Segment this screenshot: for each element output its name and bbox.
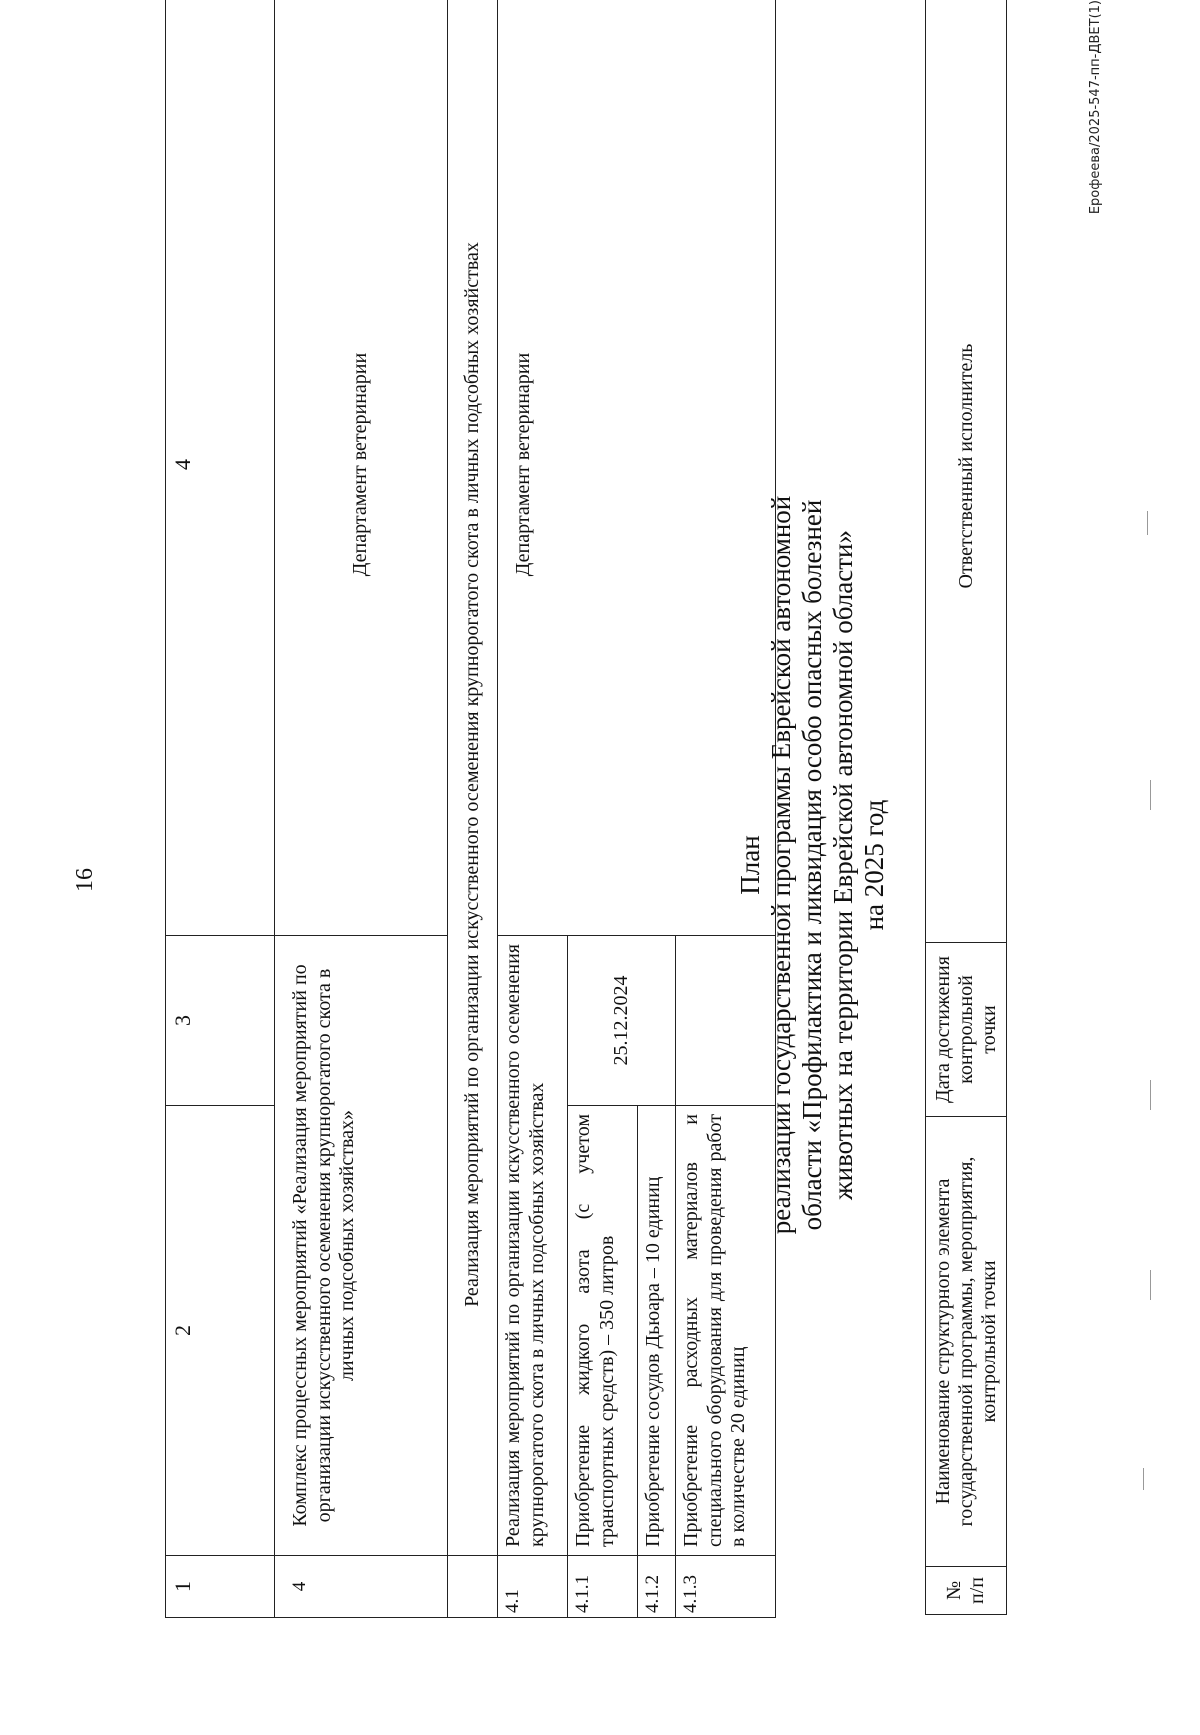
plan-header-row <box>926 0 1007 1615</box>
row-4-1-name: Реализация мероприятий по организации искусственного осеменения крупнорогатого скота в личных подсобных хозяйствах <box>498 936 568 1556</box>
scan-artifact <box>1150 1270 1151 1300</box>
header-col-1: 1 <box>166 1556 275 1618</box>
plan-table <box>925 0 1007 1615</box>
plan-title-line-3: области «Профилактика и ликвидация особо опасных болезней <box>797 499 827 1231</box>
plan-title-line-4: животных на территории Еврейской автономной области» <box>828 530 858 1200</box>
header-col-4: 4 <box>166 0 275 936</box>
plan-header-responsible: Ответственный исполнитель <box>926 0 1007 943</box>
row-4-1-1-date: 25.12.2024 <box>568 936 676 1106</box>
plan-title-line-1: План <box>735 835 765 895</box>
plan-title-line-5: на 2025 год <box>859 799 889 931</box>
document-code: Ерофеева/2025-547-пп-ДВЕТ(1) <box>1088 0 1103 215</box>
header-col-3: 3 <box>166 936 275 1106</box>
plan-title <box>735 415 890 1315</box>
row-4-number: 4 <box>275 1556 448 1618</box>
plan-header-name: Наименование структурного элемента государственной программы, мероприятия, контрольной точки <box>926 1117 1007 1567</box>
table-header-row <box>166 0 275 1618</box>
program-table <box>165 0 776 1618</box>
row-4-1-1-number: 4.1.1 <box>568 1556 638 1618</box>
row-4-name: Комплекс процессных мероприятий «Реализация мероприятий по организации искусственного осеменения крупнорогатого скота в личных подсобных хозяйствах» <box>275 936 448 1556</box>
scan-artifact <box>1143 1468 1144 1490</box>
plan-header-num: № п/п <box>926 1567 1007 1615</box>
row-4-responsible: Департамент ветеринарии <box>275 0 448 936</box>
scan-artifact <box>1147 511 1148 535</box>
plan-header-date: Дата достижения контрольной точки <box>926 943 1007 1117</box>
page-number: 16 <box>72 868 98 892</box>
row-4-1-3-number: 4.1.3 <box>676 1556 776 1618</box>
row-4-1-number: 4.1 <box>498 1556 568 1618</box>
row-4-1-3-name: Приобретение расходных материалов и специального оборудования для проведения работ в количестве 20 единиц <box>676 1106 776 1556</box>
plan-title-line-2: реализации государственной программы Еврейской автономной <box>766 495 796 1235</box>
row-4-1-2-number: 4.1.2 <box>638 1556 676 1618</box>
row-4-1-2-name: Приобретение сосудов Дьюара – 10 единиц <box>638 1106 676 1556</box>
table-row-4 <box>275 0 448 1618</box>
table-row-task <box>448 0 498 1618</box>
task-row-text: Реализация мероприятий по организации искусственного осеменения крупнорогатого скота в личных подсобных хозяйствах <box>448 0 498 1556</box>
row-4-1-responsible: Департамент ветеринарии <box>498 0 776 936</box>
task-row-number-cell <box>448 1556 498 1618</box>
scan-artifact <box>1150 780 1151 810</box>
table-row-4-1 <box>498 0 568 1618</box>
header-col-2: 2 <box>166 1106 275 1556</box>
scan-artifact <box>1150 1080 1151 1110</box>
row-4-1-1-name: Приобретение жидкого азота (с учетом транспортных средств) – 350 литров <box>568 1106 638 1556</box>
